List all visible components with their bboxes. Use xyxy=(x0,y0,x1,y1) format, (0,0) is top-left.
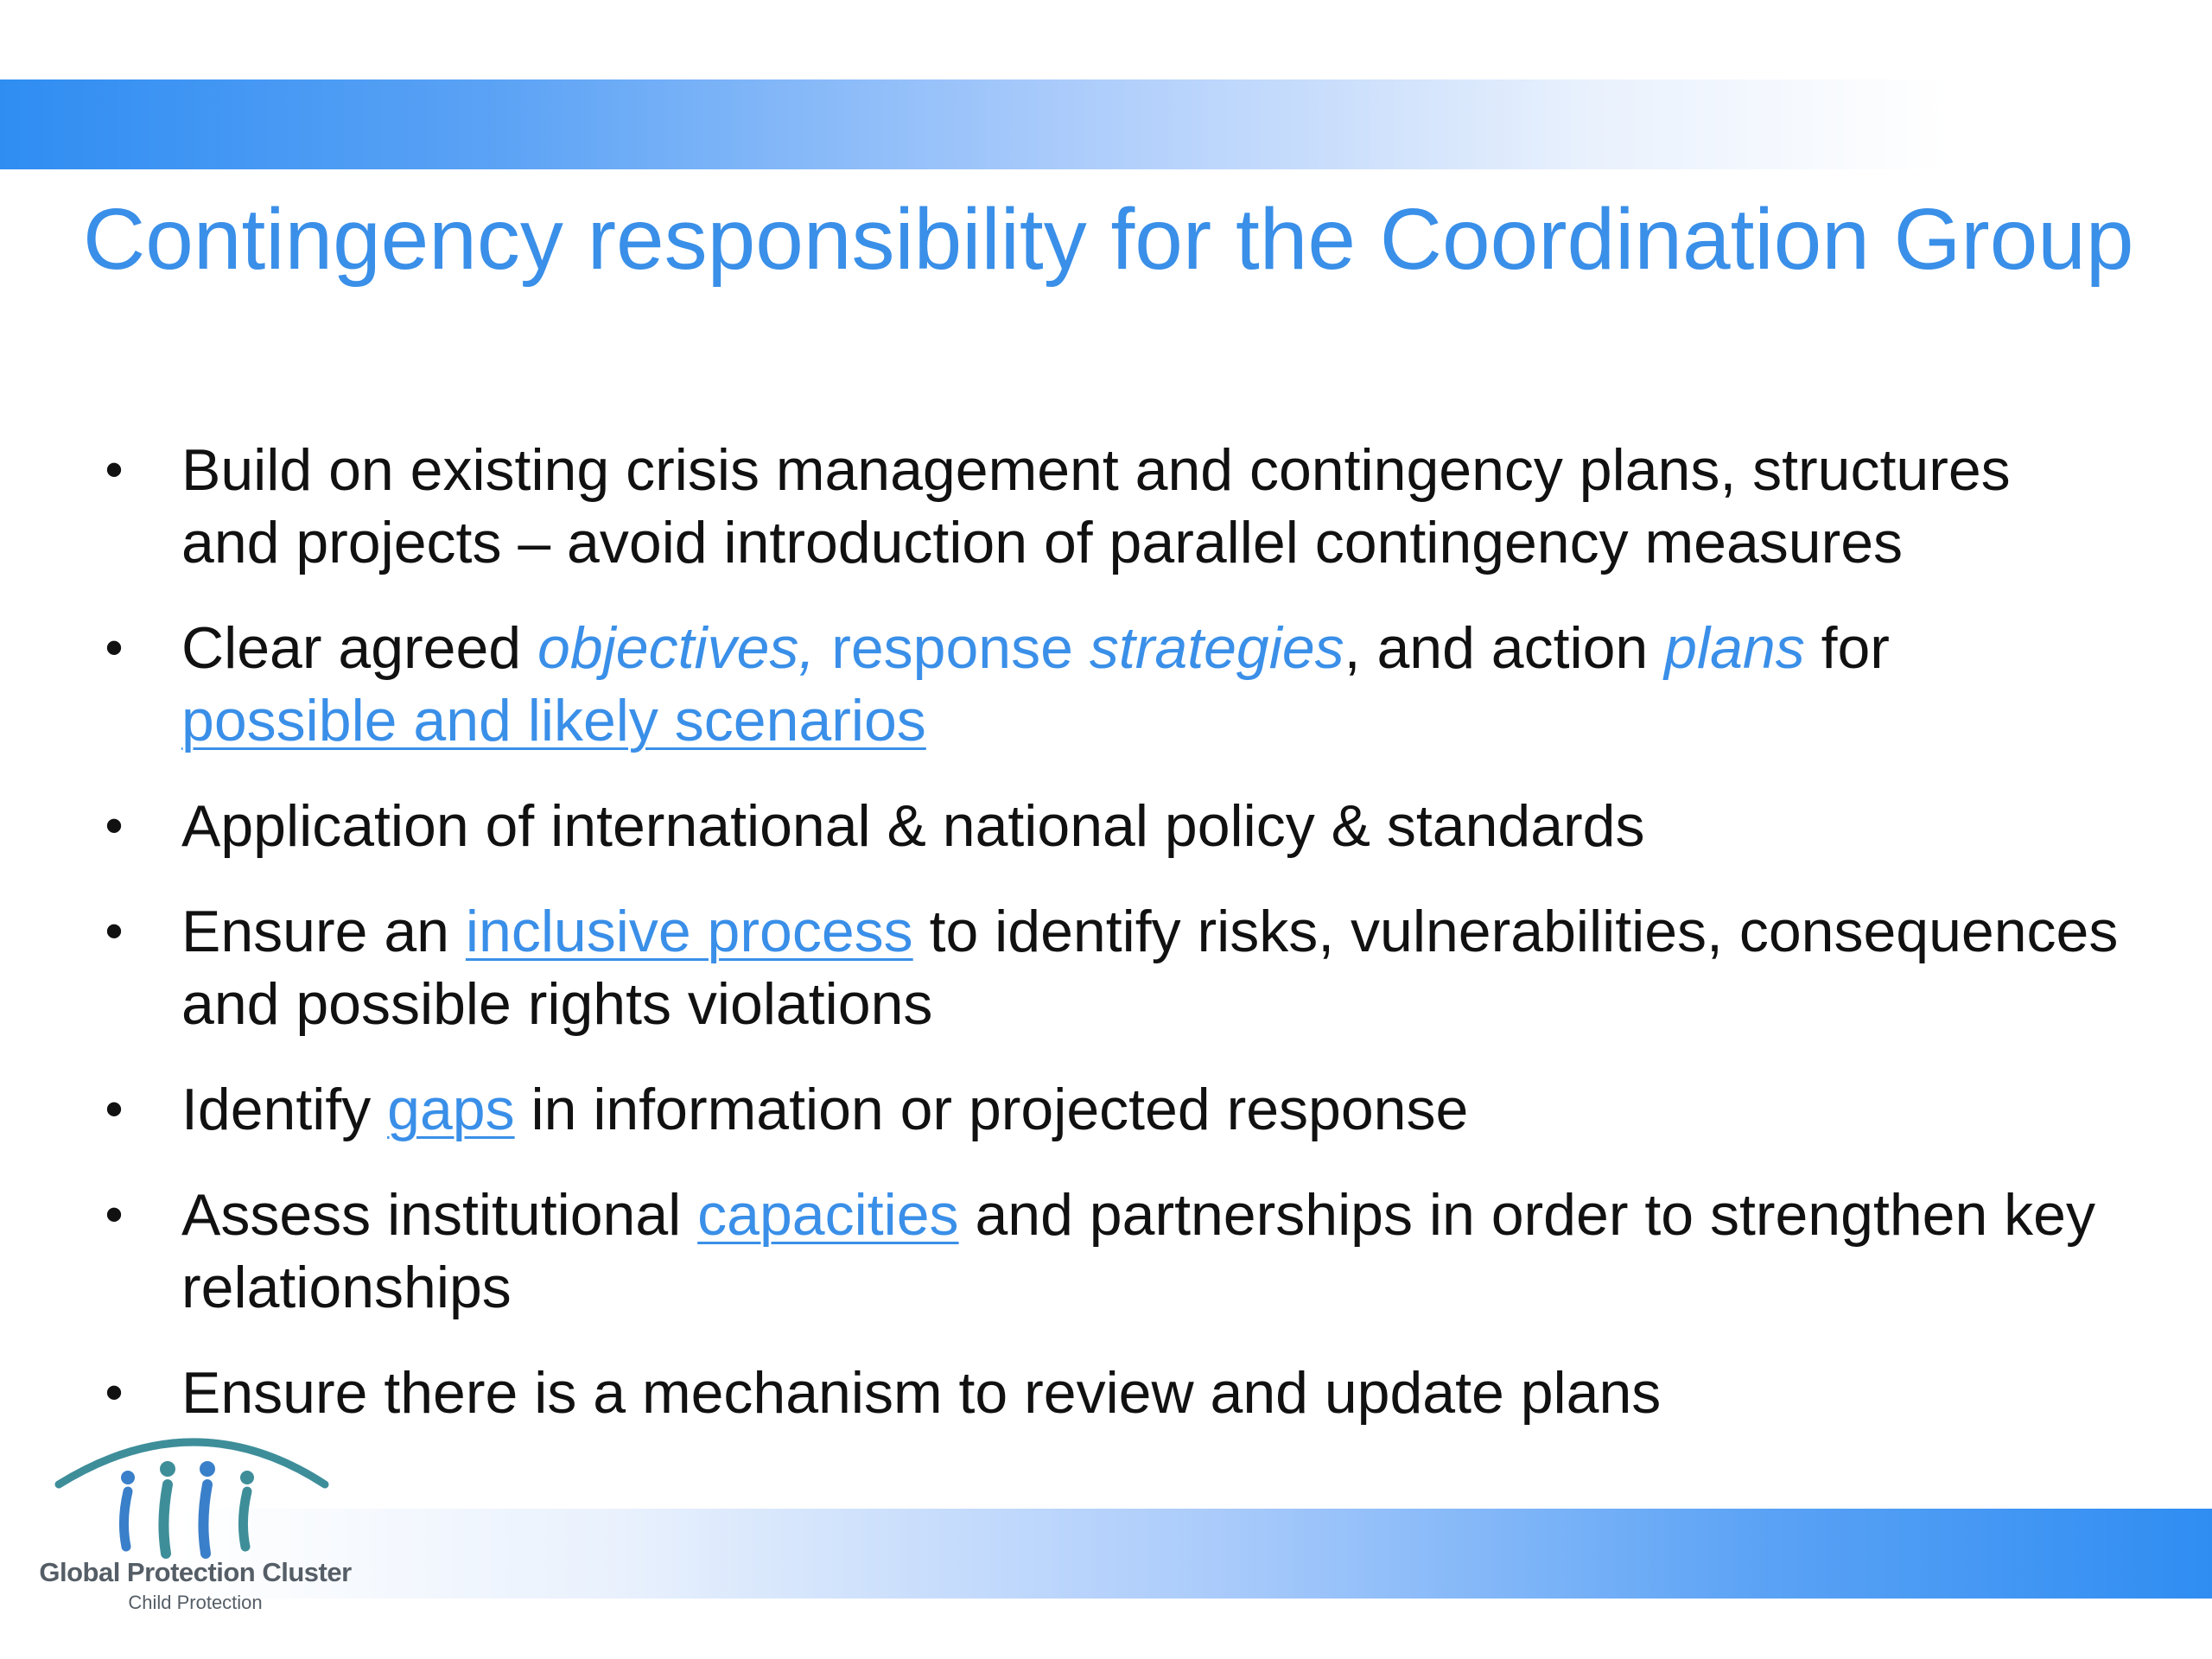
link-gaps[interactable]: gaps xyxy=(387,1077,515,1142)
bullet-text: Identify xyxy=(181,1077,388,1142)
bullet-dot: • xyxy=(105,1080,124,1138)
header-gradient-band xyxy=(0,79,2212,169)
bullet-dot: • xyxy=(105,1363,124,1421)
bullet-item xyxy=(97,1179,2119,1324)
link-inclusive-process[interactable]: inclusive process xyxy=(465,899,913,964)
bullet-text: in information or projected response xyxy=(514,1077,1469,1142)
bullet-text: Ensure there is a mechanism to review and update plans xyxy=(181,1360,1662,1426)
emphasis-response: response xyxy=(815,615,1090,681)
bullet-item xyxy=(97,895,2119,1040)
emphasis-plans: plans xyxy=(1664,615,1805,681)
bullet-text: Assess institutional xyxy=(181,1182,698,1248)
bullet-item xyxy=(97,1073,2119,1146)
bullet-item xyxy=(97,612,2119,757)
link-capacities[interactable]: capacities xyxy=(697,1182,959,1248)
bullet-dot: • xyxy=(105,619,124,677)
link-possible-likely-scenarios[interactable]: possible and likely scenarios xyxy=(181,688,926,753)
emphasis-objectives: objectives, xyxy=(537,615,816,681)
bullet-text: Ensure an xyxy=(181,899,466,964)
bullet-text: to identify risks, vulnerabilities, consequences and possible rights violations xyxy=(181,899,2119,1037)
logo-subtitle: Child Protection xyxy=(128,1592,263,1613)
bullet-text: Application of international & national policy & standards xyxy=(181,793,1645,859)
bullet-dot: • xyxy=(105,902,124,960)
bullet-list xyxy=(97,434,2119,1462)
bullet-item xyxy=(97,790,2119,862)
bullet-text: , and action xyxy=(1344,615,1665,681)
global-protection-cluster-logo xyxy=(31,1426,359,1624)
bullet-dot: • xyxy=(105,441,124,499)
bullet-item xyxy=(97,434,2119,579)
emphasis-strategies: strategies xyxy=(1089,615,1344,681)
bullet-dot: • xyxy=(105,1185,124,1243)
bullet-text: Build on existing crisis management and contingency plans, structures and projects – avoid introduction of parallel contingency measures xyxy=(181,437,2011,575)
bullet-text: and partnerships in order to strengthen key relationships xyxy=(181,1182,2096,1320)
bullet-item xyxy=(97,1357,2119,1429)
bullet-text: for xyxy=(1804,615,1890,681)
people-arc-icon xyxy=(31,1426,359,1564)
logo-name: Global Protection Cluster xyxy=(39,1557,352,1587)
slide-title: Contingency responsibility for the Coordination Group xyxy=(83,191,2134,288)
bullet-dot: • xyxy=(105,797,124,855)
bullet-text: Clear agreed xyxy=(181,615,538,681)
